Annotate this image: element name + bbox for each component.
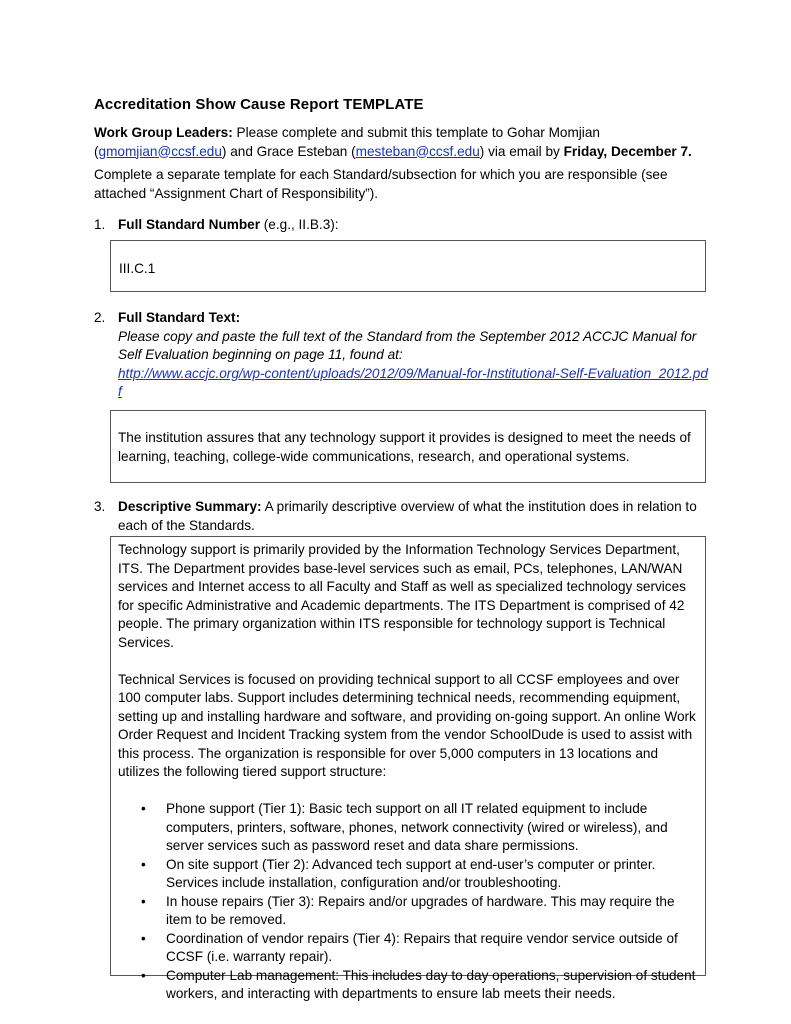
descriptive-summary-content	[118, 541, 702, 1004]
item-label: Full Standard Text:	[118, 310, 241, 325]
item-number: 2.	[94, 310, 106, 325]
email-link-mesteban[interactable]: mesteban@ccsf.edu	[355, 143, 480, 159]
item-instruction: Please copy and paste the full text of the Standard from the September 2012 ACCJC Manual for Self Evaluation beginning on page 11, found at:	[118, 328, 697, 362]
bullet-icon: •	[141, 801, 146, 816]
bullet-icon: •	[141, 930, 146, 946]
summary-paragraph: Technical Services is focused on providing technical support to all CCSF employees and over 100 computer labs. Support includes determining technical needs, recommending equipment, setting up and installing hardware and software, and providing on-going support. An online Work Order Request and Incident Tracking system from the vendor SchoolDude is used to assist with this process. The organization is responsible for over 5,000 computers in 13 locations and utilizes the following tiered support structure:	[118, 671, 696, 779]
leaders-text-2: ) and Grace Esteban (	[221, 143, 356, 159]
standard-text-value: The institution assures that any technology support it provides is designed to meet the needs of learning, teaching, college-wide communications, research, and operational systems.	[118, 430, 691, 464]
bullet-icon: •	[141, 893, 146, 909]
list-item-text: Phone support (Tier 1): Basic tech support on all IT related equipment to include computers, printers, software, phones, network connectivity (wired or wireless), and server services such as password reset and data share permissions.	[166, 801, 668, 853]
list-item-text: Computer Lab management: This includes day to day operations, supervision of student workers, and interacting with departments to ensure lab meets their needs.	[166, 967, 696, 1001]
leaders-text-3: ) via email by	[479, 143, 564, 159]
item-number: 1.	[94, 217, 106, 232]
bullet-icon: •	[141, 856, 146, 872]
item-label: Descriptive Summary:	[118, 499, 262, 514]
list-item-text: On site support (Tier 2): Advanced tech support at end-user’s computer or printer. Services include installation, configuration and/or troubleshooting.	[166, 856, 656, 890]
item-label: Full Standard Number	[118, 217, 260, 232]
descriptive-summary-field[interactable]	[110, 536, 706, 1001]
manual-link[interactable]: http://www.accjc.org/wp-content/uploads/2012/09/Manual-for-Institutional-Self-Evaluation_2012.pdf	[118, 365, 708, 399]
standard-number-value: III.C.1	[119, 261, 156, 276]
instruction-paragraph: Complete a separate template for each Standard/subsection for which you are responsible (see attached “Assignment Chart of Responsibility”).	[94, 167, 668, 201]
summary-paragraph: Technology support is primarily provided by the Information Technology Services Department, ITS. The Department provides base-level services such as email, PCs, telephones, LAN/WAN services and Internet access to all Faculty and Staff as well as specialized technology services for specific Administrative and Academic departments. The ITS Department is comprised of 42 people. The primary organization within ITS responsible for technology support is Technical Services.	[118, 542, 686, 650]
email-link-gmomjian[interactable]: gmomjian@ccsf.edu	[98, 143, 222, 159]
list-item	[118, 930, 702, 967]
standard-text-field[interactable]	[110, 410, 706, 483]
leaders-text-1: Please complete and submit this template to Gohar Momjian (	[94, 125, 600, 159]
page-title: Accreditation Show Cause Report TEMPLATE	[94, 96, 424, 113]
bullet-icon: •	[141, 967, 146, 983]
standard-number-field[interactable]	[110, 240, 706, 292]
list-item-text: In house repairs (Tier 3): Repairs and/or upgrades of hardware. This may require the item to be removed.	[166, 893, 675, 927]
list-item	[118, 967, 702, 1004]
support-tier-list	[118, 800, 702, 1004]
list-item-text: Coordination of vendor repairs (Tier 4): Repairs that require vendor service outside of CCSF (i.e. warranty repair).	[166, 930, 678, 964]
list-item	[118, 893, 702, 930]
deadline: Friday, December 7.	[563, 143, 692, 159]
leaders-label: Work Group Leaders:	[94, 125, 233, 140]
work-group-leaders-paragraph	[94, 124, 714, 161]
list-item	[118, 856, 702, 893]
item-hint: A primarily descriptive overview of what the institution does in relation to each of the Standards.	[118, 499, 697, 533]
list-item	[118, 800, 702, 856]
item-hint: (e.g., II.B.3):	[260, 217, 339, 232]
item-number: 3.	[94, 499, 106, 514]
